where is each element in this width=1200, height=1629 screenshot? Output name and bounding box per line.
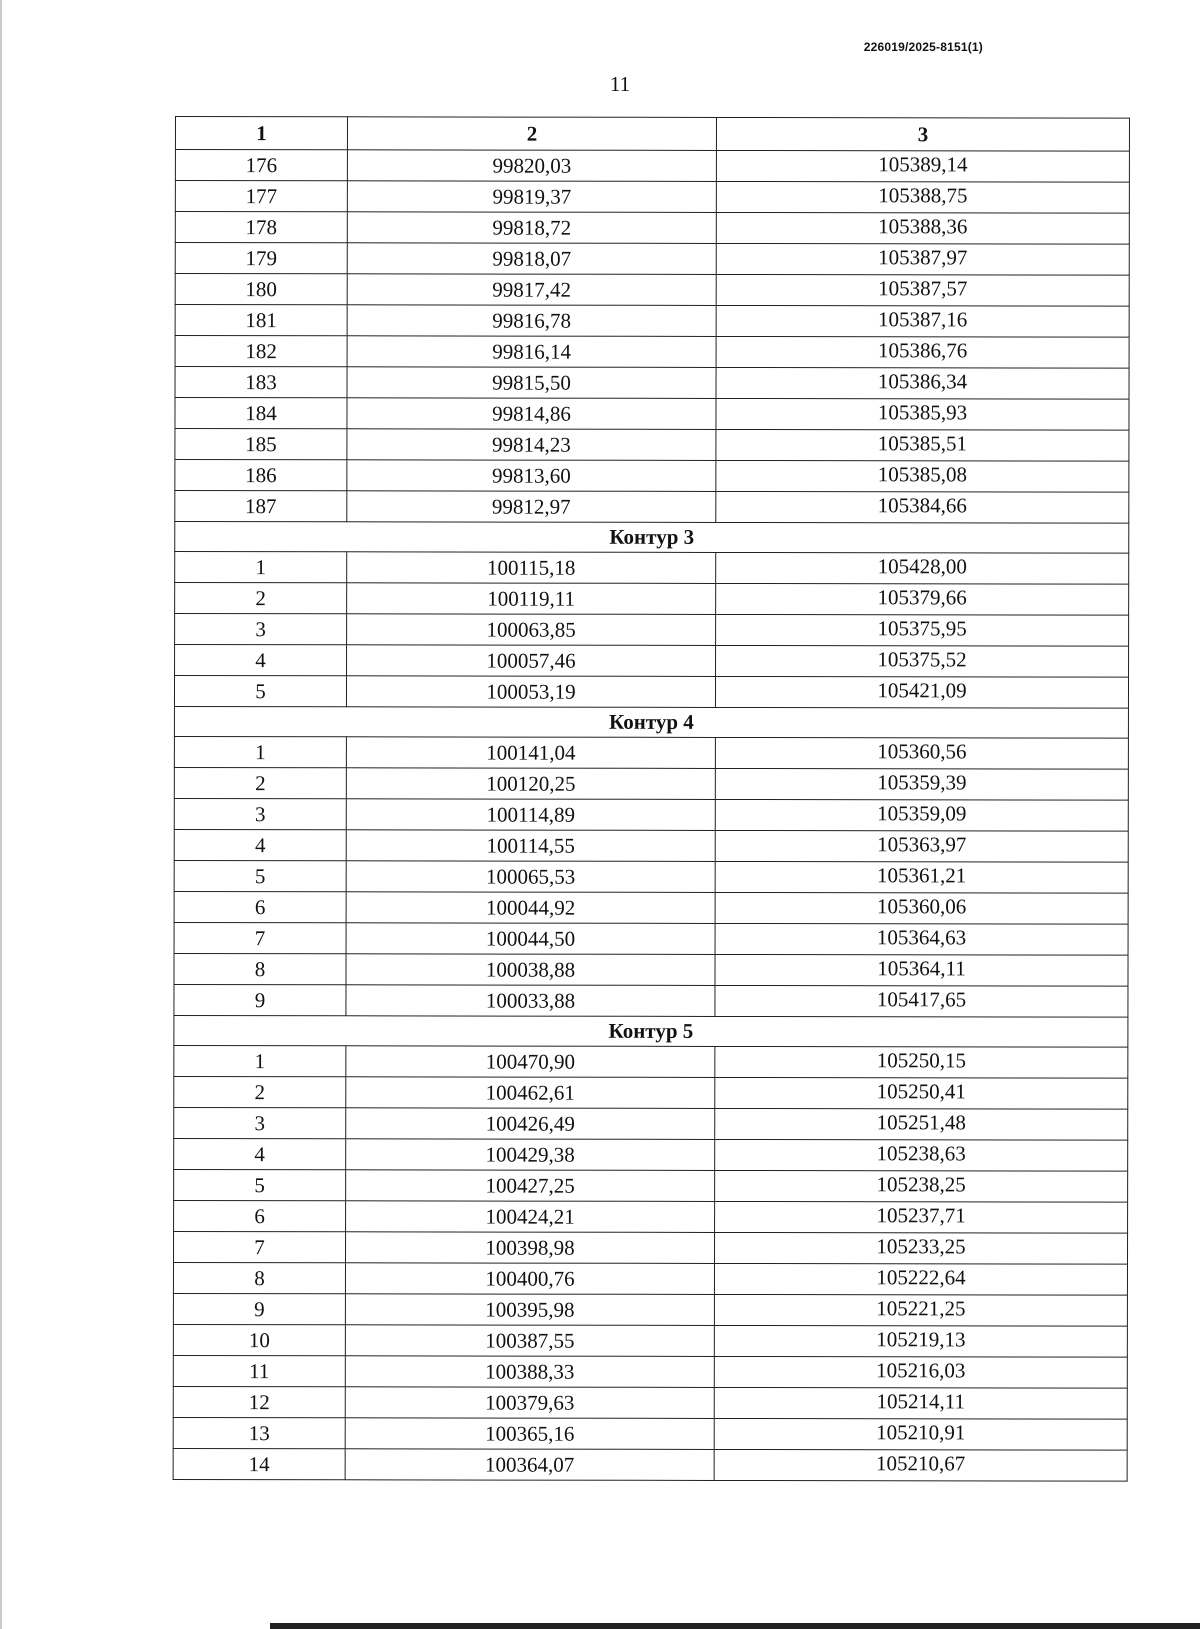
point-number-cell: 5 xyxy=(174,1169,346,1200)
point-number-cell: 4 xyxy=(174,1138,346,1169)
table-row xyxy=(175,614,1129,647)
point-number-cell: 3 xyxy=(175,614,347,645)
table-row xyxy=(175,367,1129,400)
point-number-cell: 187 xyxy=(175,491,347,522)
coordinate-x-cell: 99812,97 xyxy=(347,491,716,523)
table-row xyxy=(174,798,1128,831)
coordinate-y-cell: 105385,51 xyxy=(716,429,1129,461)
table-row xyxy=(174,1138,1128,1171)
coordinate-y-cell: 105237,71 xyxy=(715,1201,1128,1233)
coordinate-y-cell: 105222,64 xyxy=(714,1263,1127,1295)
table-row xyxy=(175,150,1129,183)
coordinate-x-cell: 100388,33 xyxy=(345,1356,714,1388)
table-row xyxy=(175,274,1129,307)
page-number: 11 xyxy=(609,72,631,96)
point-number-cell: 13 xyxy=(173,1417,345,1448)
coordinate-x-cell: 100364,07 xyxy=(345,1449,714,1481)
point-number-cell: 177 xyxy=(175,181,347,212)
point-number-cell: 12 xyxy=(173,1386,345,1417)
section-row xyxy=(174,707,1128,739)
coordinate-x-cell: 100053,19 xyxy=(346,676,715,708)
coordinate-x-cell: 100114,55 xyxy=(346,830,715,862)
coordinate-x-cell: 100119,11 xyxy=(347,583,716,615)
coordinate-y-cell: 105385,93 xyxy=(716,398,1129,430)
coordinate-x-cell: 100462,61 xyxy=(346,1077,715,1109)
coordinate-x-cell: 100470,90 xyxy=(346,1046,715,1078)
section-title: Контур 5 xyxy=(174,1015,1128,1047)
coordinate-x-cell: 99818,07 xyxy=(347,243,716,275)
table-row xyxy=(174,736,1128,769)
table-row xyxy=(174,860,1128,893)
table-row xyxy=(173,1355,1127,1388)
table-row xyxy=(173,1231,1127,1264)
section-title: Контур 3 xyxy=(175,522,1129,554)
coordinate-x-cell: 99820,03 xyxy=(347,150,716,182)
point-number-cell: 7 xyxy=(173,1231,345,1262)
table-row xyxy=(175,243,1129,276)
point-number-cell: 6 xyxy=(174,1200,346,1231)
coordinate-x-cell: 99813,60 xyxy=(347,460,716,492)
table-row xyxy=(173,1293,1127,1326)
table-row xyxy=(174,676,1128,709)
table-row xyxy=(175,645,1129,678)
document-number: 226019/2025-8151(1) xyxy=(863,40,983,54)
section-row xyxy=(175,522,1129,554)
coordinate-x-cell: 100065,53 xyxy=(346,861,715,893)
coordinate-y-cell: 105233,25 xyxy=(714,1232,1127,1264)
coordinate-x-cell: 99817,42 xyxy=(347,274,716,306)
coordinate-x-cell: 100424,21 xyxy=(346,1201,715,1233)
table-header-row xyxy=(175,117,1129,152)
scan-bottom-edge xyxy=(270,1623,1200,1629)
point-number-cell: 179 xyxy=(175,243,347,274)
table-row xyxy=(175,398,1129,431)
table-row xyxy=(173,1386,1127,1419)
table-row xyxy=(174,767,1128,800)
point-number-cell: 4 xyxy=(175,645,347,676)
coordinate-y-cell: 105379,66 xyxy=(716,583,1129,615)
point-number-cell: 2 xyxy=(175,583,347,614)
coordinate-y-cell: 105238,25 xyxy=(715,1170,1128,1202)
coordinate-x-cell: 100387,55 xyxy=(345,1325,714,1357)
point-number-cell: 6 xyxy=(174,891,346,922)
table-row xyxy=(175,552,1129,585)
table-row xyxy=(175,336,1129,369)
table-row xyxy=(173,1417,1127,1450)
coordinate-x-cell: 100141,04 xyxy=(346,737,715,769)
point-number-cell: 1 xyxy=(175,552,347,583)
table-row xyxy=(175,429,1129,462)
coordinate-x-cell: 100057,46 xyxy=(347,645,716,677)
coordinate-y-cell: 105387,97 xyxy=(716,243,1129,275)
point-number-cell: 178 xyxy=(175,212,347,243)
coordinate-y-cell: 105385,08 xyxy=(716,460,1129,492)
coordinate-y-cell: 105421,09 xyxy=(715,676,1128,708)
coordinate-y-cell: 105363,97 xyxy=(715,830,1128,862)
coordinate-y-cell: 105428,00 xyxy=(716,552,1129,584)
point-number-cell: 14 xyxy=(173,1448,345,1479)
table-row xyxy=(175,181,1129,214)
table-row xyxy=(175,583,1129,616)
point-number-cell: 5 xyxy=(174,676,346,707)
coordinate-y-cell: 105417,65 xyxy=(715,985,1128,1017)
point-number-cell: 1 xyxy=(174,1045,346,1076)
coordinate-y-cell: 105386,76 xyxy=(716,336,1129,368)
column-header: 2 xyxy=(347,117,716,151)
coordinate-x-cell: 99816,14 xyxy=(347,336,716,368)
coordinate-x-cell: 99814,23 xyxy=(347,429,716,461)
coordinate-x-cell: 100120,25 xyxy=(346,768,715,800)
point-number-cell: 184 xyxy=(175,398,347,429)
point-number-cell: 2 xyxy=(174,1076,346,1107)
table-row xyxy=(173,1262,1127,1295)
point-number-cell: 176 xyxy=(175,150,347,181)
coordinate-x-cell: 100044,92 xyxy=(346,892,715,924)
section-row xyxy=(174,1015,1128,1047)
table-row xyxy=(174,922,1128,955)
point-number-cell: 8 xyxy=(174,953,346,984)
coordinate-x-cell: 100398,98 xyxy=(345,1232,714,1264)
table-row xyxy=(174,829,1128,862)
coordinate-y-cell: 105210,67 xyxy=(714,1449,1127,1481)
point-number-cell: 10 xyxy=(173,1324,345,1355)
coordinate-y-cell: 105364,11 xyxy=(715,954,1128,986)
coordinate-y-cell: 105375,95 xyxy=(716,614,1129,646)
coordinate-y-cell: 105210,91 xyxy=(714,1418,1127,1450)
point-number-cell: 9 xyxy=(174,984,346,1015)
table-body xyxy=(173,150,1129,1482)
point-number-cell: 186 xyxy=(175,460,347,491)
coordinate-y-cell: 105221,25 xyxy=(714,1294,1127,1326)
point-number-cell: 8 xyxy=(173,1262,345,1293)
coordinate-y-cell: 105364,63 xyxy=(715,923,1128,955)
coordinate-y-cell: 105361,21 xyxy=(715,861,1128,893)
coordinate-y-cell: 105389,14 xyxy=(716,150,1129,182)
coordinate-y-cell: 105387,16 xyxy=(716,305,1129,337)
coordinate-y-cell: 105360,06 xyxy=(715,892,1128,924)
coordinate-y-cell: 105250,41 xyxy=(715,1077,1128,1109)
point-number-cell: 1 xyxy=(174,736,346,767)
coordinate-x-cell: 100400,76 xyxy=(345,1263,714,1295)
coordinates-table xyxy=(173,116,1130,1482)
coordinate-x-cell: 100033,88 xyxy=(346,985,715,1017)
coordinate-y-cell: 105216,03 xyxy=(714,1356,1127,1388)
point-number-cell: 181 xyxy=(175,305,347,336)
table-row xyxy=(174,1200,1128,1233)
coordinate-y-cell: 105219,13 xyxy=(714,1325,1127,1357)
coordinate-x-cell: 100038,88 xyxy=(346,954,715,986)
coordinate-y-cell: 105375,52 xyxy=(716,645,1129,677)
point-number-cell: 11 xyxy=(173,1355,345,1386)
table-row xyxy=(175,491,1129,524)
table-row xyxy=(174,984,1128,1017)
coordinate-x-cell: 100429,38 xyxy=(346,1139,715,1171)
coordinate-y-cell: 105250,15 xyxy=(715,1046,1128,1078)
point-number-cell: 2 xyxy=(174,767,346,798)
coordinate-x-cell: 99818,72 xyxy=(347,212,716,244)
coordinate-x-cell: 99816,78 xyxy=(347,305,716,337)
table-row xyxy=(174,1076,1128,1109)
table-row xyxy=(174,1045,1128,1078)
coordinate-y-cell: 105238,63 xyxy=(715,1139,1128,1171)
scan-left-edge xyxy=(0,0,2,1629)
coordinate-y-cell: 105388,36 xyxy=(716,212,1129,244)
coordinate-y-cell: 105214,11 xyxy=(714,1387,1127,1419)
table-row xyxy=(173,1448,1127,1481)
point-number-cell: 4 xyxy=(174,829,346,860)
coordinate-x-cell: 100114,89 xyxy=(346,799,715,831)
coordinate-y-cell: 105359,39 xyxy=(715,768,1128,800)
coordinate-y-cell: 105387,57 xyxy=(716,274,1129,306)
coordinate-x-cell: 100044,50 xyxy=(346,923,715,955)
coordinate-x-cell: 99814,86 xyxy=(347,398,716,430)
point-number-cell: 3 xyxy=(174,798,346,829)
table-row xyxy=(174,891,1128,924)
point-number-cell: 183 xyxy=(175,367,347,398)
coordinate-x-cell: 100115,18 xyxy=(347,552,716,584)
coordinate-x-cell: 100427,25 xyxy=(346,1170,715,1202)
column-header: 1 xyxy=(175,117,347,150)
column-header: 3 xyxy=(716,117,1129,151)
coordinate-y-cell: 105386,34 xyxy=(716,367,1129,399)
point-number-cell: 180 xyxy=(175,274,347,305)
point-number-cell: 7 xyxy=(174,922,346,953)
coordinate-x-cell: 100379,63 xyxy=(345,1387,714,1419)
table-row xyxy=(174,1107,1128,1140)
coordinate-x-cell: 100426,49 xyxy=(346,1108,715,1140)
coordinate-y-cell: 105359,09 xyxy=(715,799,1128,831)
coordinate-x-cell: 100395,98 xyxy=(345,1294,714,1326)
coordinate-x-cell: 100365,16 xyxy=(345,1418,714,1450)
coordinate-y-cell: 105384,66 xyxy=(716,491,1129,523)
section-title: Контур 4 xyxy=(174,707,1128,739)
coordinate-y-cell: 105360,56 xyxy=(715,737,1128,769)
coordinate-y-cell: 105251,48 xyxy=(715,1108,1128,1140)
point-number-cell: 3 xyxy=(174,1107,346,1138)
coordinate-x-cell: 99819,37 xyxy=(347,181,716,213)
coordinate-x-cell: 100063,85 xyxy=(347,614,716,646)
point-number-cell: 9 xyxy=(173,1293,345,1324)
table-row xyxy=(175,460,1129,493)
point-number-cell: 185 xyxy=(175,429,347,460)
coordinate-x-cell: 99815,50 xyxy=(347,367,716,399)
table-row xyxy=(173,1324,1127,1357)
table-row xyxy=(175,212,1129,245)
point-number-cell: 182 xyxy=(175,336,347,367)
table-row xyxy=(174,953,1128,986)
point-number-cell: 5 xyxy=(174,860,346,891)
table-row xyxy=(175,305,1129,338)
table-row xyxy=(174,1169,1128,1202)
coordinate-y-cell: 105388,75 xyxy=(716,181,1129,213)
